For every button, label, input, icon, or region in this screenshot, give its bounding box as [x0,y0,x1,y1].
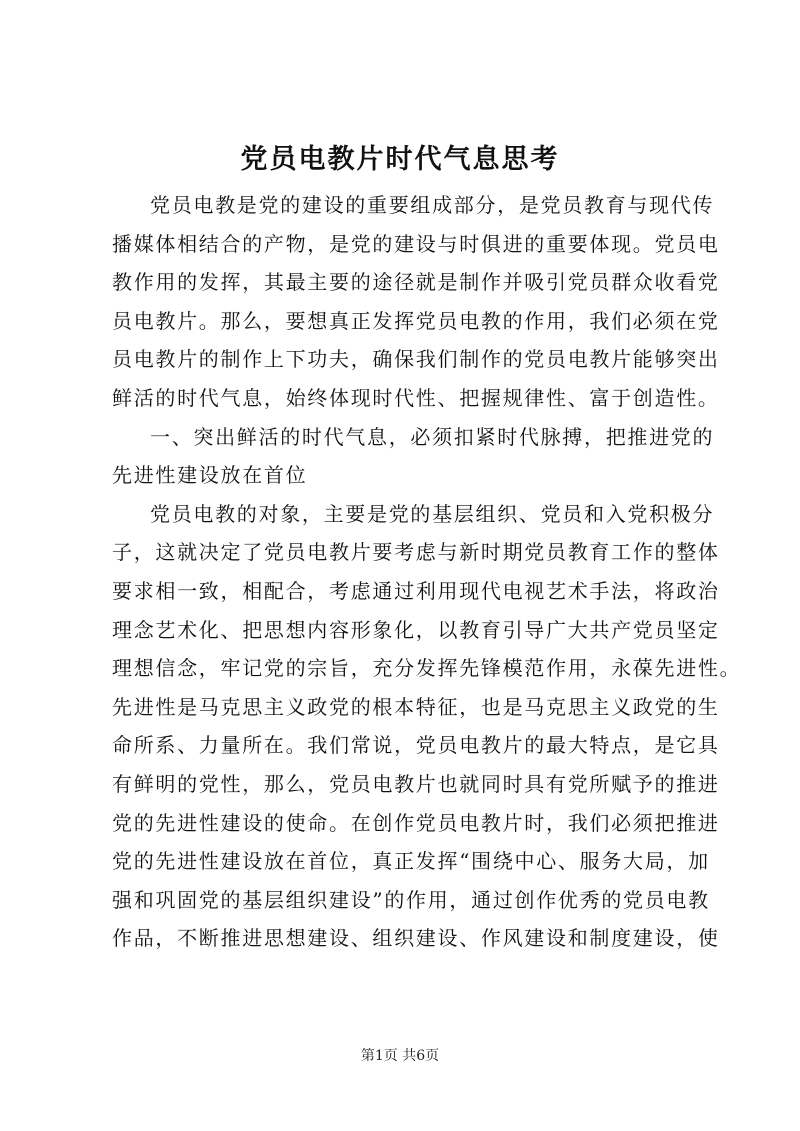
paragraph-line: 命所系、力量所在。我们常说，党员电教片的最大特点，是它具 [112,733,720,758]
paragraph-line: 员电教片。那么，要想真正发挥党员电教的作用，我们必须在党 [112,308,720,333]
paragraph-line: 员电教片的制作上下功夫，确保我们制作的党员电教片能够突出 [112,347,720,372]
paragraph-line: 子，这就决定了党员电教片要考虑与新时期党员教育工作的整体 [112,540,720,565]
section-heading-line: 一、突出鲜活的时代气息，必须扣紧时代脉搏，把推进党的 [150,424,715,449]
document-title: 党员电教片时代气息思考 [240,144,560,175]
document-body [112,186,742,958]
paragraph-line: 强和巩固党的基层组织建设”的作用，通过创作优秀的党员电教 [112,887,710,912]
paragraph-line: 教作用的发挥，其最主要的途径就是制作并吸引党员群众收看党 [112,270,720,295]
paragraph-line: 有鲜明的党性，那么，党员电教片也就同时具有党所赋予的推进 [112,771,720,796]
paragraph-line: 播媒体相结合的产物，是党的建设与时俱进的重要体现。党员电 [112,231,720,256]
paragraph-line: 要求相一致，相配合，考虑通过利用现代电视艺术手法，将政治 [112,578,720,603]
paragraph-line: 理想信念，牢记党的宗旨，充分发挥先锋模范作用，永葆先进性。 [112,656,742,681]
paragraph-line: 党的先进性建设放在首位，真正发挥“围绕中心、服务大局，加 [112,849,710,874]
paragraph-line: 作品，不断推进思想建设、组织建设、作风建设和制度建设，使 [112,926,720,951]
paragraph-line: 党员电教的对象，主要是党的基层组织、党员和入党积极分 [150,501,715,526]
paragraph-line: 鲜活的时代气息，始终体现时代性、把握规律性、富于创造性。 [112,385,720,410]
paragraph-line: 先进性是马克思主义政党的根本特征，也是马克思主义政党的生 [112,694,720,719]
paragraph-line: 党的先进性建设的使命。在创作党员电教片时，我们必须把推进 [112,810,720,835]
page-number-footer: 第1页 共6页 [360,1048,440,1064]
paragraph-line: 理念艺术化、把思想内容形象化，以教育引导广大共产党员坚定 [112,617,720,642]
section-heading-line: 先进性建设放在首位 [112,463,308,488]
paragraph-line: 党员电教是党的建设的重要组成部分，是党员教育与现代传 [150,193,715,217]
